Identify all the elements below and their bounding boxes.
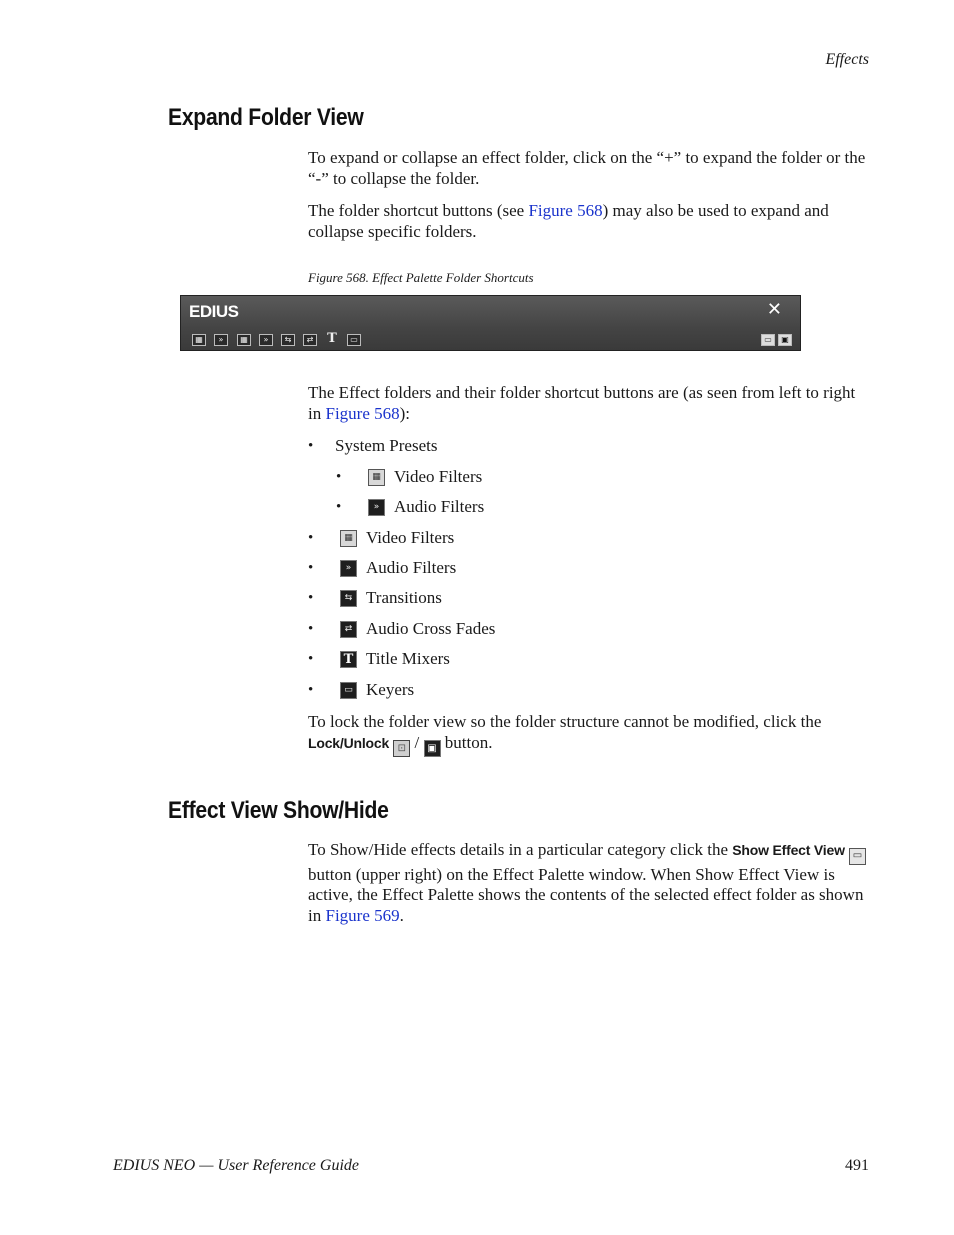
list-item-audio-filters: • » Audio Filters [308,558,457,577]
close-icon: ✕ [766,299,782,320]
audio-filter-icon: » [340,560,357,577]
paragraph-expand-collapse: To expand or collapse an effect folder, click on the “+” to expand the folder or the “-” to collapse the folder. [308,148,866,188]
list-item-sp-video-filters: • ▦ Video Filters [336,467,483,486]
section-heading-effect-view-show-hide: Effect View Show/Hide [168,797,389,824]
video-filter-icon: ▦ [368,469,385,486]
figure-568-link[interactable]: Figure 568 [528,201,603,220]
list-item-title-mixers: • T Title Mixers [308,649,450,668]
audio-cross-fade-icon: ⇄ [340,621,357,638]
unlock-icon: ⊡ [393,740,410,757]
figure-569-link[interactable]: Figure 569 [325,905,400,925]
keyer-icon: ▭ [340,682,357,699]
list-item-sp-audio-filters: • » Audio Filters [336,497,485,516]
list-item-transitions: • ⇆ Transitions [308,588,442,607]
list-item-keyers: • ▭ Keyers [308,680,415,699]
audio-filter-icon: » [368,499,385,516]
edius-logo: EDIUS [189,302,239,321]
footer-title: EDIUS NEO — User Reference Guide [113,1157,360,1174]
lock-icon: ▣ [424,740,441,757]
video-filter-icon: ▦ [237,334,251,346]
lock-icon: ▣ [778,334,792,346]
title-mixer-icon: T [327,330,337,346]
audio-filter-icon: » [259,334,273,346]
show-effect-view-term: Show Effect View [732,842,845,858]
list-item-system-presets: • System Presets [308,436,438,455]
effect-palette-figure [180,295,801,351]
list-item-audio-cross-fades: • ⇄ Audio Cross Fades [308,619,496,638]
keyer-icon: ▭ [347,334,361,346]
transition-icon: ⇆ [281,334,295,346]
video-filter-icon: ▦ [192,334,206,346]
paragraph-shortcut-buttons: The folder shortcut buttons (see Figure 568) may also be used to expand and collapse specific folders. [308,201,829,241]
audio-filter-icon: » [214,334,228,346]
page-number: 491 [845,1157,869,1174]
title-mixer-icon: T [340,651,357,668]
running-head: Effects [825,51,869,68]
audio-cross-fade-icon: ⇄ [303,334,317,346]
transition-icon: ⇆ [340,590,357,607]
figure-568-link[interactable]: Figure 568 [325,403,400,423]
lock-unlock-term: Lock/Unlock [308,734,390,751]
list-item-video-filters: • ▦ Video Filters [308,528,455,547]
section-heading-expand-folder-view: Expand Folder View [168,104,364,131]
figure-caption: Figure 568. Effect Palette Folder Shortcuts [308,270,534,285]
paragraph-folder-list-intro: The Effect folders and their folder shortcut buttons are (as seen from left to right in Figure 568): [308,383,856,423]
paragraph-show-effect-view: To Show/Hide effects details in a particular category click the Show Effect View ▭ button (upper right) on the Effect Palette window. When Show Effect View is active, the Effect Palette shows the contents of the selected effect folder as shown in Figure 569. [308,840,868,926]
show-effect-view-icon: ▭ [849,848,866,865]
paragraph-lock-folder-view: To lock the folder view so the folder structure cannot be modified, click the Lock/Unlock ⊡ / ▣ button. [308,712,868,757]
show-effect-view-icon: ▭ [761,334,775,346]
video-filter-icon: ▦ [340,530,357,547]
